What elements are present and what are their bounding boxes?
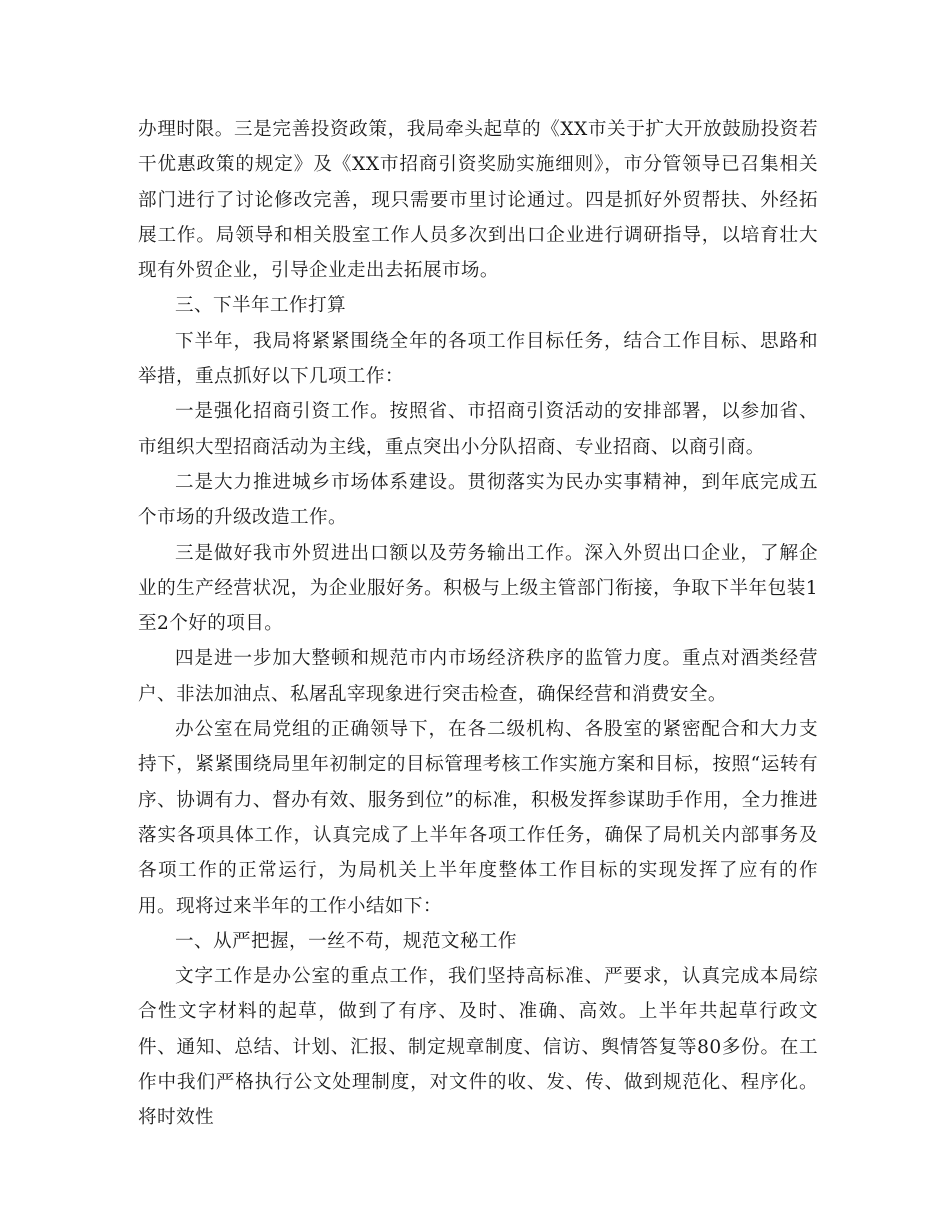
section-heading-second-half-plan: 三、下半年工作打算 <box>175 295 346 317</box>
paragraph-office-summary: 办公室在局党组的正确领导下，在各二级机构、各股室的紧密配合和大力支持下，紧紧围绕局里年初制定的目标管理考核工作实施方案和目标，按照“运转有序、协调有力、督办有效、服务到位”的标准，积极发挥参谋助手作用，全力推进落实各项具体工作，认真完成了上半年各项工作任务，确保了局机关内部事务及各项工作的正常运行，为局机关上半年度整体工作目标的实现发挥了应有的作用。现将过来半年的工作小结如下： <box>138 719 818 917</box>
paragraph-secretarial-work: 文字工作是办公室的重点工作，我们坚持高标准、严要求，认真完成本局综合性文字材料的起草，做到了有序、及时、准确、高效。上半年共起草行政文件、通知、总结、计划、汇报、制定规章制度、信访、舆情答复等80多份。在工作中我们严格执行公文处理制度，对文件的收、发、传、做到规范化、程序化。将时效性 <box>138 966 818 1129</box>
paragraph-item-1: 一是强化招商引资工作。按照省、市招商引资活动的安排部署，以参加省、市组织大型招商活动为主线，重点突出小分队招商、专业招商、以商引商。 <box>138 401 818 458</box>
section-heading-secretarial: 一、从严把握，一丝不苟，规范文秘工作 <box>175 930 517 952</box>
paragraph-item-2: 二是大力推进城乡市场体系建设。贯彻落实为民办实事精神，到年底完成五个市场的升级改造工作。 <box>138 471 818 529</box>
document-page <box>138 112 818 1136</box>
paragraph-item-4: 四是进一步加大整顿和规范市内市场经济秩序的监管力度。重点对酒类经营户、非法加油点、私屠乱宰现象进行突击检查，确保经营和消费安全。 <box>138 648 818 705</box>
paragraph-item-3: 三是做好我市外贸进出口额以及劳务输出工作。深入外贸出口企业，了解企业的生产经营状况，为企业服好务。积极与上级主管部门衔接，争取下半年包装1至2个好的项目。 <box>138 542 818 635</box>
paragraph-intro: 下半年，我局将紧紧围绕全年的各项工作目标任务，结合工作目标、思路和举措，重点抓好以下几项工作： <box>138 330 818 388</box>
paragraph-1: 办理时限。三是完善投资政策，我局牵头起草的《XX市关于扩大开放鼓励投资若干优惠政策的规定》及《XX市招商引资奖励实施细则》，市分管领导已召集相关部门进行了讨论修改完善，现只需要市里讨论通过。四是抓好外贸帮扶、外经拓展工作。局领导和相关股室工作人员多次到出口企业进行调研指导，以培育壮大现有外贸企业，引导企业走出去拓展市场。 <box>138 119 818 282</box>
